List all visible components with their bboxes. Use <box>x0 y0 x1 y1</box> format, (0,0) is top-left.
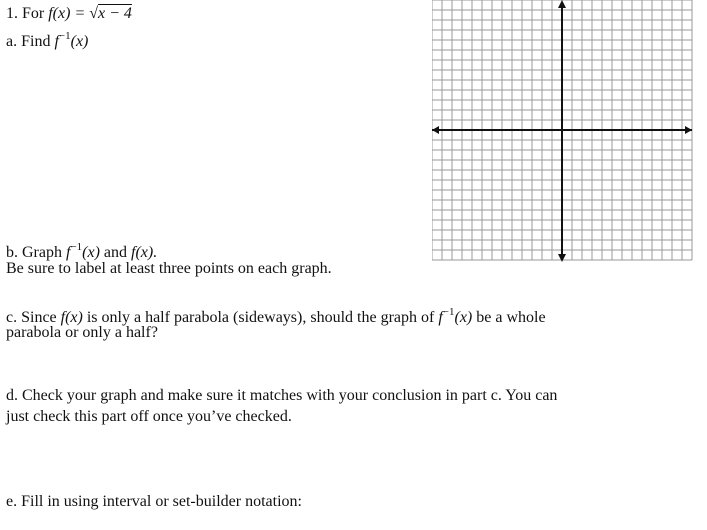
part-c-prefix: c. Since <box>6 309 57 326</box>
part-a <box>6 26 88 52</box>
question-1-header <box>6 4 132 24</box>
coordinate-grid <box>432 0 694 262</box>
part-a-arg: (x) <box>70 33 89 50</box>
part-b-instruction: Be sure to label at least three points on each graph. <box>6 260 332 277</box>
part-c-inv-f: f <box>438 309 443 326</box>
part-b-prefix: b. Graph <box>6 244 62 261</box>
part-b-fx: f(x). <box>131 244 158 261</box>
part-c-inv-arg: (x) <box>454 309 473 326</box>
question-number: 1. For <box>6 5 45 22</box>
part-e-line-1: e. Fill in using interval or set-builder notation: <box>6 493 302 510</box>
part-b-inv-sup: −1 <box>70 241 83 253</box>
part-c-end: be a whole <box>476 309 546 326</box>
part-b-inv-arg: (x) <box>82 244 100 261</box>
part-b-inv-f: f <box>65 244 71 261</box>
y-axis-down-arrow <box>558 254 566 262</box>
part-d-line-2: just check this part off once you’ve checked. <box>6 408 292 425</box>
part-b-and: and <box>103 244 128 261</box>
part-c-mid: is only a half parabola (sideways), should the graph of <box>86 309 435 326</box>
radical-sign: √ <box>89 5 99 22</box>
part-c-line-2: parabola or only a half? <box>6 324 158 341</box>
function-lhs: f(x) = <box>48 5 90 22</box>
part-a-f: f <box>54 33 59 50</box>
y-axis-up-arrow <box>558 0 566 8</box>
x-axis-left-arrow <box>432 126 439 134</box>
part-d-line-1: d. Check your graph and make sure it matches with your conclusion in part c. You can <box>6 387 558 404</box>
x-axis-right-arrow <box>685 126 692 134</box>
part-a-sup: −1 <box>58 30 71 42</box>
part-c-fx: f(x) <box>60 309 83 326</box>
part-c-inv-sup: −1 <box>442 306 455 318</box>
radicand: x − 4 <box>98 5 132 22</box>
part-a-prefix: a. Find <box>6 33 51 50</box>
